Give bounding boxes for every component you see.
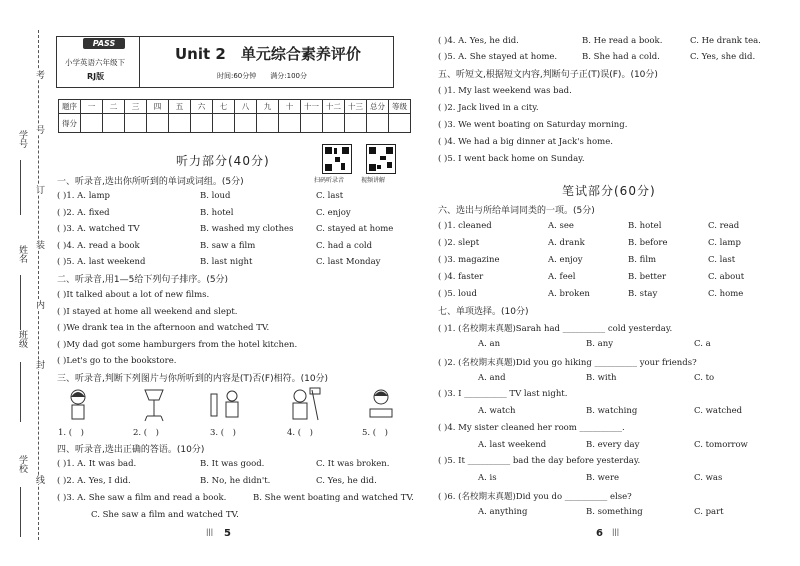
- picture-1-boy-icon: [64, 387, 92, 423]
- picture-answer-box: 2. ( ): [133, 428, 159, 438]
- question-item: ( )3. A. She saw a film and read a book.: [57, 493, 227, 503]
- option-c: C. home: [708, 289, 744, 299]
- option-b: B. better: [628, 272, 667, 282]
- option-b: B. watching: [586, 406, 638, 416]
- option-b: B. It was good.: [200, 459, 265, 469]
- score-input-cell[interactable]: [279, 114, 301, 133]
- header-divider: [139, 37, 140, 87]
- question-item: ( )6. (名校期末真题)Did you do __________ else?: [438, 491, 632, 502]
- option-b: B. before: [628, 238, 668, 248]
- score-input-cell[interactable]: [147, 114, 169, 133]
- option-b: B. No, he didn't.: [200, 476, 271, 486]
- page-number-left: 5: [224, 528, 231, 539]
- page-mark-right: |||: [612, 528, 620, 536]
- writing-title: 笔试部分(60分): [562, 184, 656, 198]
- statement-item: ( )2. Jack lived in a city.: [438, 103, 539, 113]
- section-4-title: 四、听录音,选出正确的答语。(10分): [57, 445, 205, 455]
- question-item: ( )4. A. read a book: [57, 240, 140, 251]
- option-a: A. enjoy: [548, 255, 583, 265]
- score-input-cell[interactable]: [125, 114, 147, 133]
- statement-item: ( )1. My last weekend was bad.: [438, 86, 572, 96]
- picture-answer-box: 1. ( ): [58, 428, 84, 438]
- question-item: ( )3. A. watched TV: [57, 224, 140, 234]
- score-input-cell[interactable]: [191, 114, 213, 133]
- option-c: C. last Monday: [316, 257, 381, 267]
- option-c: C. She saw a film and watched TV.: [91, 510, 239, 520]
- pass-logo: PASS: [83, 38, 125, 49]
- page-number-right: 6: [596, 528, 603, 539]
- school-label: 学校: [17, 455, 27, 473]
- option-c: C. about: [708, 272, 745, 282]
- question-item: ( )5. loud: [438, 289, 477, 299]
- option-a: A. anything: [478, 506, 528, 517]
- question-item: ( )4. A. Yes, he did.: [438, 36, 519, 46]
- option-a: A. an: [478, 339, 501, 349]
- option-b: B. with: [586, 372, 617, 383]
- option-b: B. last night: [200, 257, 253, 267]
- score-input-cell[interactable]: [301, 114, 323, 133]
- score-header-cell: 十二: [323, 100, 345, 114]
- option-a: A. is: [478, 473, 497, 483]
- section-3-title: 三、听录音,判断下列图片与你所听到的内容是(T)否(F)相符。(10分): [57, 374, 329, 384]
- option-b: B. were: [586, 473, 620, 483]
- school-field[interactable]: [20, 487, 21, 537]
- score-header-cell: 六: [191, 100, 213, 114]
- student-id-field[interactable]: [20, 160, 21, 215]
- page-title: Unit 2 单元综合素养评价: [175, 45, 361, 63]
- question-item: ( )3. I __________ TV last night.: [438, 389, 568, 399]
- option-a: A. broken: [548, 289, 590, 299]
- option-a: A. and: [478, 372, 506, 383]
- option-c: C. a: [694, 339, 711, 349]
- score-label-cell: 得分: [59, 114, 81, 133]
- score-header-cell: 题序: [59, 100, 81, 114]
- option-c: C. He drank tea.: [690, 36, 761, 46]
- picture-5-girl-icon: [366, 387, 396, 421]
- question-item: ( )3. magazine: [438, 255, 500, 265]
- option-b: B. film: [628, 255, 657, 265]
- picture-answer-box: 4. ( ): [287, 428, 313, 438]
- score-header-cell: 总分: [367, 100, 389, 114]
- score-header-cell: 等级: [389, 100, 411, 114]
- score-header-cell: 四: [147, 100, 169, 114]
- option-b: B. washed my clothes: [200, 224, 294, 234]
- sentence-item: ( )Let's go to the bookstore.: [57, 356, 177, 366]
- option-a: A. see: [548, 221, 574, 231]
- question-item: ( )4. My sister cleaned her room __________.: [438, 422, 625, 433]
- option-b: B. any: [586, 339, 613, 349]
- option-c: C. Yes, she did.: [690, 52, 756, 62]
- class-field[interactable]: [20, 362, 21, 422]
- question-item: ( )5. It __________ bad the day before yesterday.: [438, 456, 641, 466]
- margin-char: 线: [34, 475, 44, 484]
- score-header-cell: 十三: [345, 100, 367, 114]
- option-c: C. Yes, he did.: [316, 476, 377, 486]
- page-mark-left: |||: [206, 528, 214, 536]
- book-name: 小学英语六年级下: [65, 58, 125, 67]
- sentence-item: ( )It talked about a lot of new films.: [57, 290, 210, 300]
- score-table: [58, 99, 411, 133]
- score-input-cell[interactable]: [323, 114, 345, 133]
- question-item: ( )2. slept: [438, 238, 480, 248]
- score-header-cell: 七: [213, 100, 235, 114]
- option-c: C. tomorrow: [694, 439, 748, 450]
- score-header-cell: 二: [103, 100, 125, 114]
- option-c: C. had a cold: [316, 240, 373, 251]
- option-c: C. was: [694, 473, 723, 483]
- question-item: ( )4. faster: [438, 272, 484, 282]
- score-header-cell: 五: [169, 100, 191, 114]
- student-id-label: 学号: [17, 130, 27, 148]
- class-label: 班级: [17, 330, 27, 348]
- sentence-item: ( )We drank tea in the afternoon and watched TV.: [57, 323, 270, 333]
- option-c: C. last: [316, 191, 344, 201]
- option-b: B. something: [586, 506, 643, 517]
- qr-video-label: 视频讲解: [361, 177, 386, 184]
- score-input-cell[interactable]: [81, 114, 103, 133]
- question-item: ( )5. A. last weekend: [57, 257, 146, 267]
- picture-4-old-man-icon: [288, 386, 324, 422]
- score-header-cell: 九: [257, 100, 279, 114]
- option-c: C. part: [694, 506, 724, 517]
- option-b: B. She went boating and watched TV.: [253, 493, 414, 503]
- option-c: C. watched: [694, 406, 743, 416]
- option-b: B. hotel: [200, 207, 234, 218]
- option-b: B. saw a film: [200, 240, 256, 251]
- question-item: ( )1. A. lamp: [57, 191, 110, 201]
- section-1-title: 一、听录音,选出你所听到的单词或词组。(5分): [57, 177, 244, 187]
- cut-line: [38, 30, 39, 540]
- header-box: [56, 36, 394, 88]
- section-7-title: 七、单项选择。(10分): [438, 307, 529, 317]
- option-a: A. watch: [478, 406, 516, 416]
- margin-char: 内: [34, 300, 44, 309]
- picture-answer-box: 3. ( ): [210, 428, 236, 438]
- score-input-cell[interactable]: [103, 114, 125, 133]
- qr-code-video[interactable]: [366, 144, 396, 174]
- score-input-cell[interactable]: [345, 114, 367, 133]
- section-6-title: 六、选出与所给单词同类的一项。(5分): [438, 206, 595, 216]
- binding-margin: [0, 0, 44, 566]
- name-field[interactable]: [20, 275, 21, 330]
- listening-title: 听力部分(40分): [176, 154, 270, 168]
- score-header-cell: 十: [279, 100, 301, 114]
- option-b: B. stay: [628, 289, 658, 299]
- option-a: A. drank: [548, 238, 585, 248]
- name-label: 姓名: [17, 245, 27, 263]
- sentence-item: ( )My dad got some hamburgers from the hotel kitchen.: [57, 339, 298, 350]
- option-c: C. to: [694, 372, 715, 383]
- option-b: B. She had a cold.: [582, 52, 660, 62]
- option-c: C. read: [708, 221, 740, 231]
- question-item: ( )1. A. It was bad.: [57, 459, 137, 469]
- option-b: B. hotel: [628, 221, 662, 231]
- score-header-cell: 八: [235, 100, 257, 114]
- option-a: A. last weekend: [478, 439, 547, 450]
- question-item: ( )2. A. Yes, I did.: [57, 476, 131, 486]
- option-b: B. He read a book.: [582, 36, 663, 46]
- option-a: A. feel: [548, 272, 576, 282]
- sentence-item: ( )I stayed at home all weekend and slept.: [57, 306, 238, 317]
- option-b: B. loud: [200, 191, 231, 201]
- option-c: C. enjoy: [316, 207, 351, 218]
- margin-char: 封: [34, 360, 44, 369]
- margin-char: 号: [34, 125, 44, 134]
- statement-item: ( )3. We went boating on Saturday morning.: [438, 120, 628, 130]
- score-input-cell[interactable]: [235, 114, 257, 133]
- section-2-title: 二、听录音,用1—5给下列句子排序。(5分): [57, 275, 229, 285]
- score-input-cell[interactable]: [389, 114, 411, 133]
- question-item: ( )1. (名校期末真题)Sarah had __________ cold yesterday.: [438, 324, 673, 334]
- option-c: C. stayed at home: [316, 224, 394, 234]
- score-input-cell[interactable]: [213, 114, 235, 133]
- picture-2-lamp-icon: [139, 386, 169, 422]
- option-c: C. lamp: [708, 238, 741, 248]
- edition: RJ版: [87, 72, 105, 81]
- option-b: B. every day: [586, 439, 640, 450]
- question-item: ( )2. A. fixed: [57, 207, 110, 218]
- picture-answer-box: 5. ( ): [362, 428, 388, 438]
- section-5-title: 五、听短文,根据短文内容,判断句子正(T)误(F)。(10分): [438, 70, 658, 80]
- score-input-cell[interactable]: [169, 114, 191, 133]
- option-c: C. last: [708, 255, 736, 265]
- qr-audio-label: 扫码听录音: [314, 177, 345, 184]
- picture-3-bottle-man-icon: [208, 386, 242, 422]
- margin-char: 装: [34, 240, 44, 249]
- score-input-cell[interactable]: [257, 114, 279, 133]
- score-header-cell: 十一: [301, 100, 323, 114]
- score-header-cell: 三: [125, 100, 147, 114]
- question-item: ( )1. cleaned: [438, 221, 492, 231]
- score-input-cell[interactable]: [367, 114, 389, 133]
- margin-char: 订: [34, 185, 44, 194]
- exam-time: 时间:60分钟 满分:100分: [217, 72, 307, 80]
- question-item: ( )2. (名校期末真题)Did you go hiking __________ your friends?: [438, 357, 697, 368]
- qr-code-audio[interactable]: [322, 144, 352, 174]
- statement-item: ( )4. We had a big dinner at Jack's home.: [438, 137, 613, 147]
- statement-item: ( )5. I went back home on Sunday.: [438, 154, 585, 164]
- margin-char: 考: [34, 70, 44, 79]
- question-item: ( )5. A. She stayed at home.: [438, 52, 558, 62]
- option-c: C. It was broken.: [316, 459, 390, 469]
- score-header-cell: 一: [81, 100, 103, 114]
